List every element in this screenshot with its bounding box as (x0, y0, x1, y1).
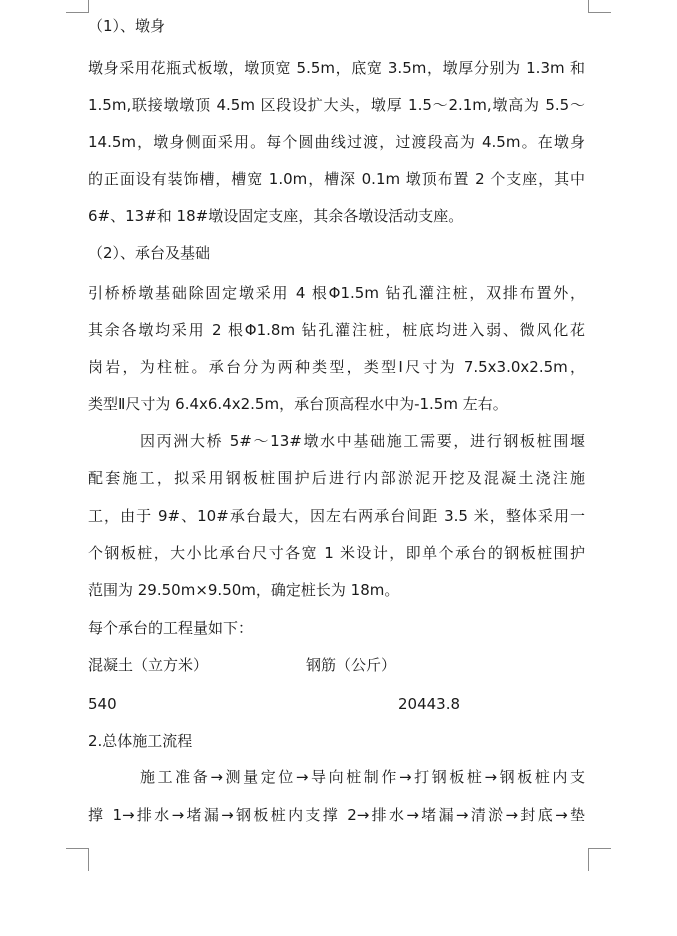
paragraph-line: 工，由于 9#、10#承台最大，因左右两承台间距 3.5 米，整体采用一 (88, 507, 585, 525)
paragraph-line: 其余各墩均采用 2 根Φ1.8m 钻孔灌注桩，桩底均进入弱、微风化花 (88, 321, 585, 339)
concrete-value: 540 (88, 695, 117, 713)
paragraph-line: 的正面设有装饰槽，槽宽 1.0m，槽深 0.1m 墩顶布置 2 个支座，其中 (88, 170, 585, 188)
paragraph-line: 个钢板桩，大小比承台尺寸各宽 1 米设计，即单个承台的钢板桩围护 (88, 544, 585, 562)
paragraph-line: 1.5m,联接墩墩顶 4.5m 区段设扩大头，墩厚 1.5～2.1m,墩高为 5.5～ (88, 96, 585, 114)
paragraph-line: 墩身采用花瓶式板墩，墩顶宽 5.5m，底宽 3.5m，墩厚分别为 1.3m 和 (88, 59, 585, 77)
paragraph-line: 施工准备→测量定位→导向桩制作→打钢板桩→钢板桩内支 (140, 768, 585, 786)
crop-mark-top-left (66, 0, 89, 13)
section-heading-pile-cap: （2）、承台及基础 (88, 244, 211, 262)
section-heading-pier-body: （1）、墩身 (88, 17, 166, 35)
paragraph-line: 6#、13#和 18#墩设固定支座，其余各墩设活动支座。 (88, 207, 464, 225)
crop-mark-top-right (588, 0, 611, 13)
quantities-intro: 每个承台的工程量如下： (88, 619, 254, 637)
rebar-value: 20443.8 (398, 695, 461, 713)
paragraph-line: 因丙洲大桥 5#～13#墩水中基础施工需要，进行钢板桩围堰 (140, 432, 585, 450)
paragraph-line: 类型Ⅱ尺寸为 6.4x6.4x2.5m，承台顶高程水中为-1.5m 左右。 (88, 395, 508, 413)
paragraph-line: 撑 1→排水→堵漏→钢板桩内支撑 2→排水→堵漏→清淤→封底→垫 (88, 806, 585, 824)
crop-mark-bottom-left (66, 848, 89, 871)
paragraph-line: 配套施工，拟采用钢板桩围护后进行内部淤泥开挖及混凝土浇注施 (88, 469, 585, 487)
crop-mark-bottom-right (588, 848, 611, 871)
paragraph-line: 岗岩，为柱桩。承台分为两种类型，类型Ⅰ尺寸为 7.5x3.0x2.5m， (88, 358, 585, 376)
rebar-label: 钢筋（公斤） (306, 656, 397, 674)
paragraph-line: 范围为 29.50m×9.50m，确定桩长为 18m。 (88, 581, 400, 599)
section-heading-construction-process: 2.总体施工流程 (88, 732, 193, 750)
paragraph-line: 引桥桥墩基础除固定墩采用 4 根Φ1.5m 钻孔灌注桩，双排布置外， (88, 284, 585, 302)
concrete-label: 混凝土（立方米） (88, 656, 209, 674)
paragraph-line: 14.5m，墩身侧面采用。每个圆曲线过渡，过渡段高为 4.5m。在墩身 (88, 133, 585, 151)
